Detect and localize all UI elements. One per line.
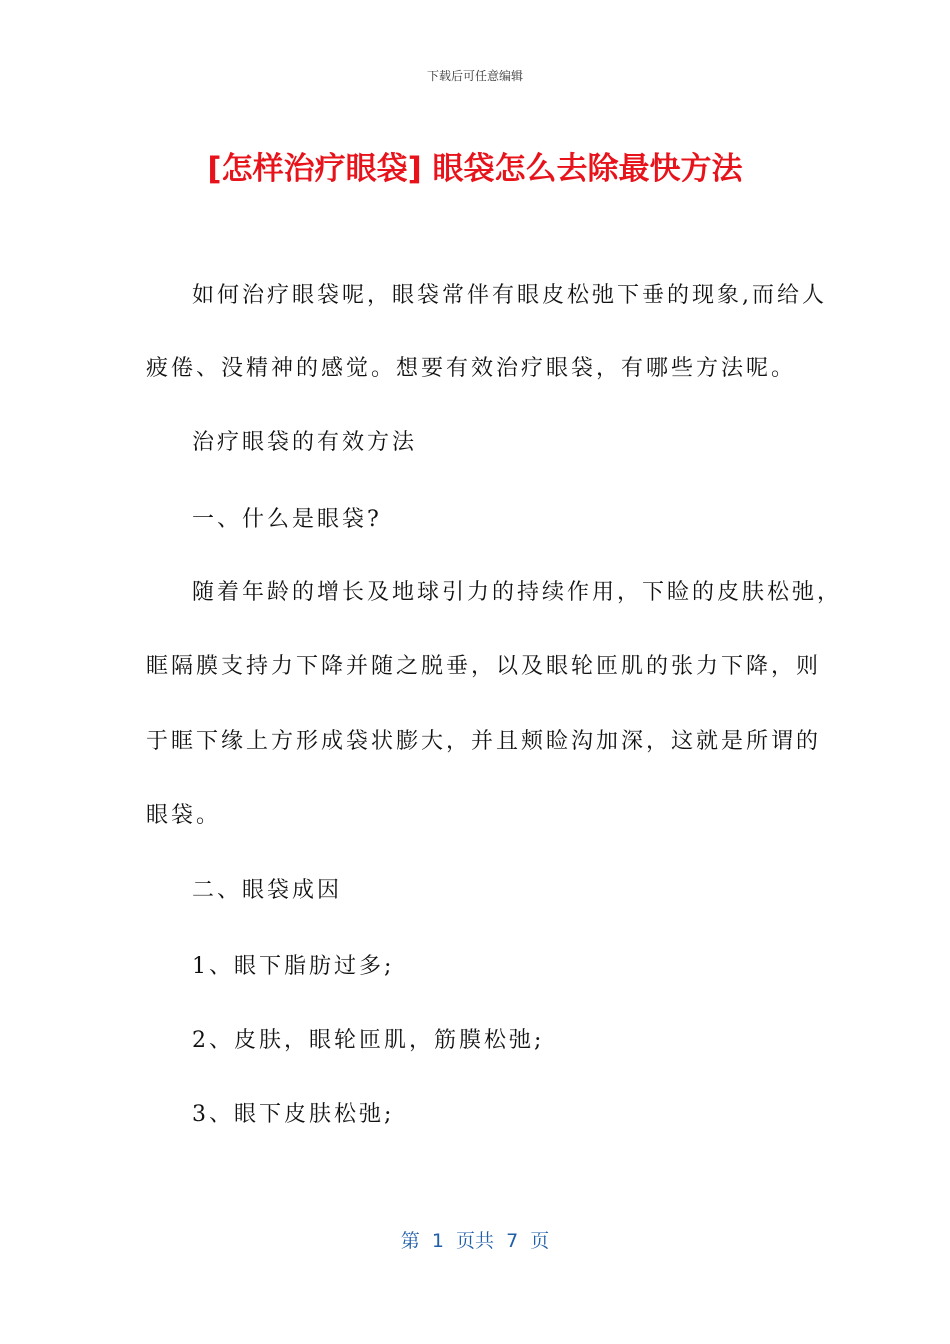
- section-heading: 治疗眼袋的有效方法: [192, 430, 418, 455]
- paragraph-line: 疲倦、没精神的感觉。想要有效治疗眼袋，有哪些方法呢。: [146, 356, 797, 381]
- list-item: 3、眼下皮肤松弛;: [192, 1102, 395, 1127]
- section-heading: 一、什么是眼袋?: [192, 507, 382, 532]
- paragraph-line: 眶隔膜支持力下降并随之脱垂，以及眼轮匝肌的张力下降，则: [146, 654, 822, 679]
- list-item: 1、眼下脂肪过多;: [192, 954, 395, 979]
- paragraph-line: 如何治疗眼袋呢，眼袋常伴有眼皮松弛下垂的现象,而给人: [192, 283, 827, 308]
- page-number-footer: 第 1 页共 7 页: [400, 1230, 550, 1252]
- paragraph-line: 随着年龄的增长及地球引力的持续作用，下睑的皮肤松弛，: [192, 580, 843, 605]
- paragraph-line: 于眶下缘上方形成袋状膨大，并且颊睑沟加深，这就是所谓的: [146, 729, 822, 754]
- list-item: 2、皮肤，眼轮匝肌，筋膜松弛;: [192, 1028, 545, 1053]
- page-header-note: 下载后可任意编辑: [426, 69, 523, 83]
- section-heading: 二、眼袋成因: [192, 878, 343, 903]
- paragraph-line: 眼袋。: [146, 803, 222, 828]
- document-title: [怎样治疗眼袋] 眼袋怎么去除最快方法: [207, 151, 743, 187]
